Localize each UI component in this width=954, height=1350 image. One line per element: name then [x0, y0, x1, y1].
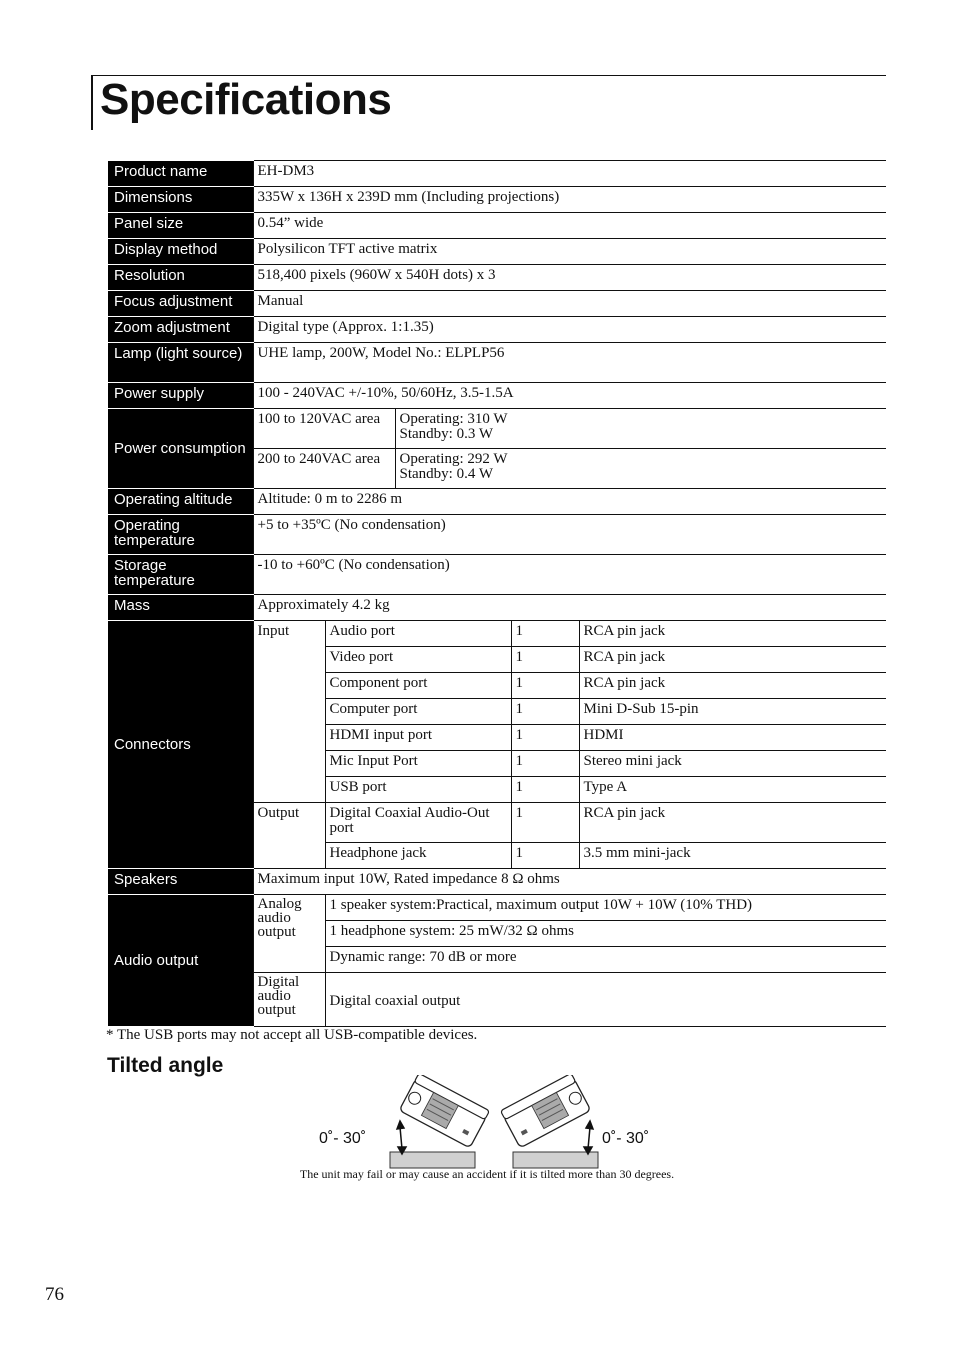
- audio-group-digital: Digital audio output: [253, 973, 325, 1027]
- spec-label: Focus adjustment: [108, 291, 253, 317]
- audio-spec: Dynamic range: 70 dB or more: [325, 947, 886, 973]
- table-row: [108, 555, 886, 595]
- table-row: [108, 621, 886, 647]
- power-standby: Standby: 0.4 W: [399, 466, 493, 482]
- specifications-table: [108, 160, 886, 1027]
- table-row: [108, 291, 886, 317]
- connector-type: Stereo mini jack: [579, 751, 886, 777]
- spec-value: UHE lamp, 200W, Model No.: ELPLP56: [253, 343, 886, 383]
- spec-value: Maximum input 10W, Rated impedance 8 Ω ohms: [253, 869, 886, 895]
- table-row: [108, 515, 886, 555]
- spec-label: Connectors: [108, 621, 253, 869]
- connector-type: RCA pin jack: [579, 647, 886, 673]
- connector-port: Digital Coaxial Audio-Out port: [325, 803, 511, 843]
- left-base: [390, 1152, 475, 1168]
- left-tilt-arrow-icon: [397, 1121, 406, 1154]
- connector-group-output: Output: [253, 803, 325, 869]
- connector-qty: 1: [511, 647, 579, 673]
- spec-value: Approximately 4.2 kg: [253, 595, 886, 621]
- spec-label: Operating temperature: [108, 515, 253, 555]
- connector-qty: 1: [511, 699, 579, 725]
- spec-value: Altitude: 0 m to 2286 m: [253, 489, 886, 515]
- spec-value: Polysilicon TFT active matrix: [253, 239, 886, 265]
- table-row: [108, 895, 886, 921]
- spec-value: +5 to +35ºC (No condensation): [253, 515, 886, 555]
- connector-qty: 1: [511, 803, 579, 843]
- connector-port: Mic Input Port: [325, 751, 511, 777]
- power-area: 100 to 120VAC area: [253, 409, 395, 449]
- spec-label: Resolution: [108, 265, 253, 291]
- connector-qty: 1: [511, 621, 579, 647]
- spec-value: 0.54” wide: [253, 213, 886, 239]
- spec-value: 335W x 136H x 239D mm (Including projections): [253, 187, 886, 213]
- spec-value: -10 to +60ºC (No condensation): [253, 555, 886, 595]
- spec-value: Manual: [253, 291, 886, 317]
- connector-port: USB port: [325, 777, 511, 803]
- connector-port: Computer port: [325, 699, 511, 725]
- connector-qty: 1: [511, 673, 579, 699]
- spec-value: Digital type (Approx. 1:1.35): [253, 317, 886, 343]
- spec-label: Power consumption: [108, 409, 253, 489]
- spec-label: Power supply: [108, 383, 253, 409]
- right-base: [513, 1152, 598, 1168]
- power-values: [395, 449, 886, 489]
- connector-type: RCA pin jack: [579, 673, 886, 699]
- tilted-angle-heading: Tilted angle: [107, 1054, 224, 1077]
- spec-label: Operating altitude: [108, 489, 253, 515]
- table-row: [108, 409, 886, 449]
- connector-port: HDMI input port: [325, 725, 511, 751]
- connector-group-input: Input: [253, 621, 325, 803]
- table-row: [108, 869, 886, 895]
- power-operating: Operating: 310 W: [399, 411, 508, 427]
- spec-label: Product name: [108, 161, 253, 187]
- tilted-projector-illustration: [380, 1075, 610, 1170]
- connector-type: HDMI: [579, 725, 886, 751]
- table-row: [108, 239, 886, 265]
- connector-port: Audio port: [325, 621, 511, 647]
- table-row: [108, 489, 886, 515]
- left-projector-icon: [399, 1075, 489, 1148]
- spec-label: Panel size: [108, 213, 253, 239]
- spec-label: Speakers: [108, 869, 253, 895]
- table-row: [108, 317, 886, 343]
- connector-qty: 1: [511, 751, 579, 777]
- connector-qty: 1: [511, 725, 579, 751]
- table-row: [108, 383, 886, 409]
- usb-footnote: * The USB ports may not accept all USB-compatible devices.: [106, 1027, 478, 1043]
- connector-type: Mini D-Sub 15-pin: [579, 699, 886, 725]
- spec-value: 518,400 pixels (960W x 540H dots) x 3: [253, 265, 886, 291]
- audio-spec: 1 headphone system: 25 mW/32 Ω ohms: [325, 921, 886, 947]
- power-area: 200 to 240VAC area: [253, 449, 395, 489]
- audio-spec: Digital coaxial output: [325, 973, 886, 1027]
- tilt-warning-caption: The unit may fail or may cause an accident if it is tilted more than 30 degrees.: [299, 1167, 675, 1181]
- spec-label: Display method: [108, 239, 253, 265]
- connector-port: Video port: [325, 647, 511, 673]
- table-row: [108, 161, 886, 187]
- audio-spec: 1 speaker system:Practical, maximum output 10W + 10W (10% THD): [325, 895, 886, 921]
- connector-type: RCA pin jack: [579, 621, 886, 647]
- page-title: Specifications: [100, 75, 392, 124]
- connector-type: 3.5 mm mini-jack: [579, 843, 886, 869]
- audio-group-analog: Analog audio output: [253, 895, 325, 973]
- table-row: [108, 595, 886, 621]
- table-row: [108, 213, 886, 239]
- title-bar: [91, 76, 93, 130]
- connector-port: Component port: [325, 673, 511, 699]
- table-row: [108, 343, 886, 383]
- right-projector-icon: [500, 1075, 590, 1148]
- connector-type: Type A: [579, 777, 886, 803]
- connector-port: Headphone jack: [325, 843, 511, 869]
- power-standby: Standby: 0.3 W: [399, 426, 493, 442]
- connector-qty: 1: [511, 777, 579, 803]
- spec-label: Audio output: [108, 895, 253, 1027]
- spec-label: Dimensions: [108, 187, 253, 213]
- spec-value: 100 - 240VAC +/-10%, 50/60Hz, 3.5-1.5A: [253, 383, 886, 409]
- right-tilt-arrow-icon: [584, 1121, 593, 1154]
- spec-label: Lamp (light source): [108, 343, 253, 383]
- power-values: [395, 409, 886, 449]
- connector-qty: 1: [511, 843, 579, 869]
- table-row: [108, 187, 886, 213]
- power-operating: Operating: 292 W: [399, 451, 508, 467]
- right-angle-label: 0˚- 30˚: [602, 1130, 650, 1147]
- connector-type: RCA pin jack: [579, 803, 886, 843]
- table-row: [108, 265, 886, 291]
- spec-label: Zoom adjustment: [108, 317, 253, 343]
- page-number: 76: [45, 1284, 64, 1305]
- spec-value: EH-DM3: [253, 161, 886, 187]
- spec-label: Storage temperature: [108, 555, 253, 595]
- spec-label: Mass: [108, 595, 253, 621]
- left-angle-label: 0˚- 30˚: [319, 1130, 367, 1147]
